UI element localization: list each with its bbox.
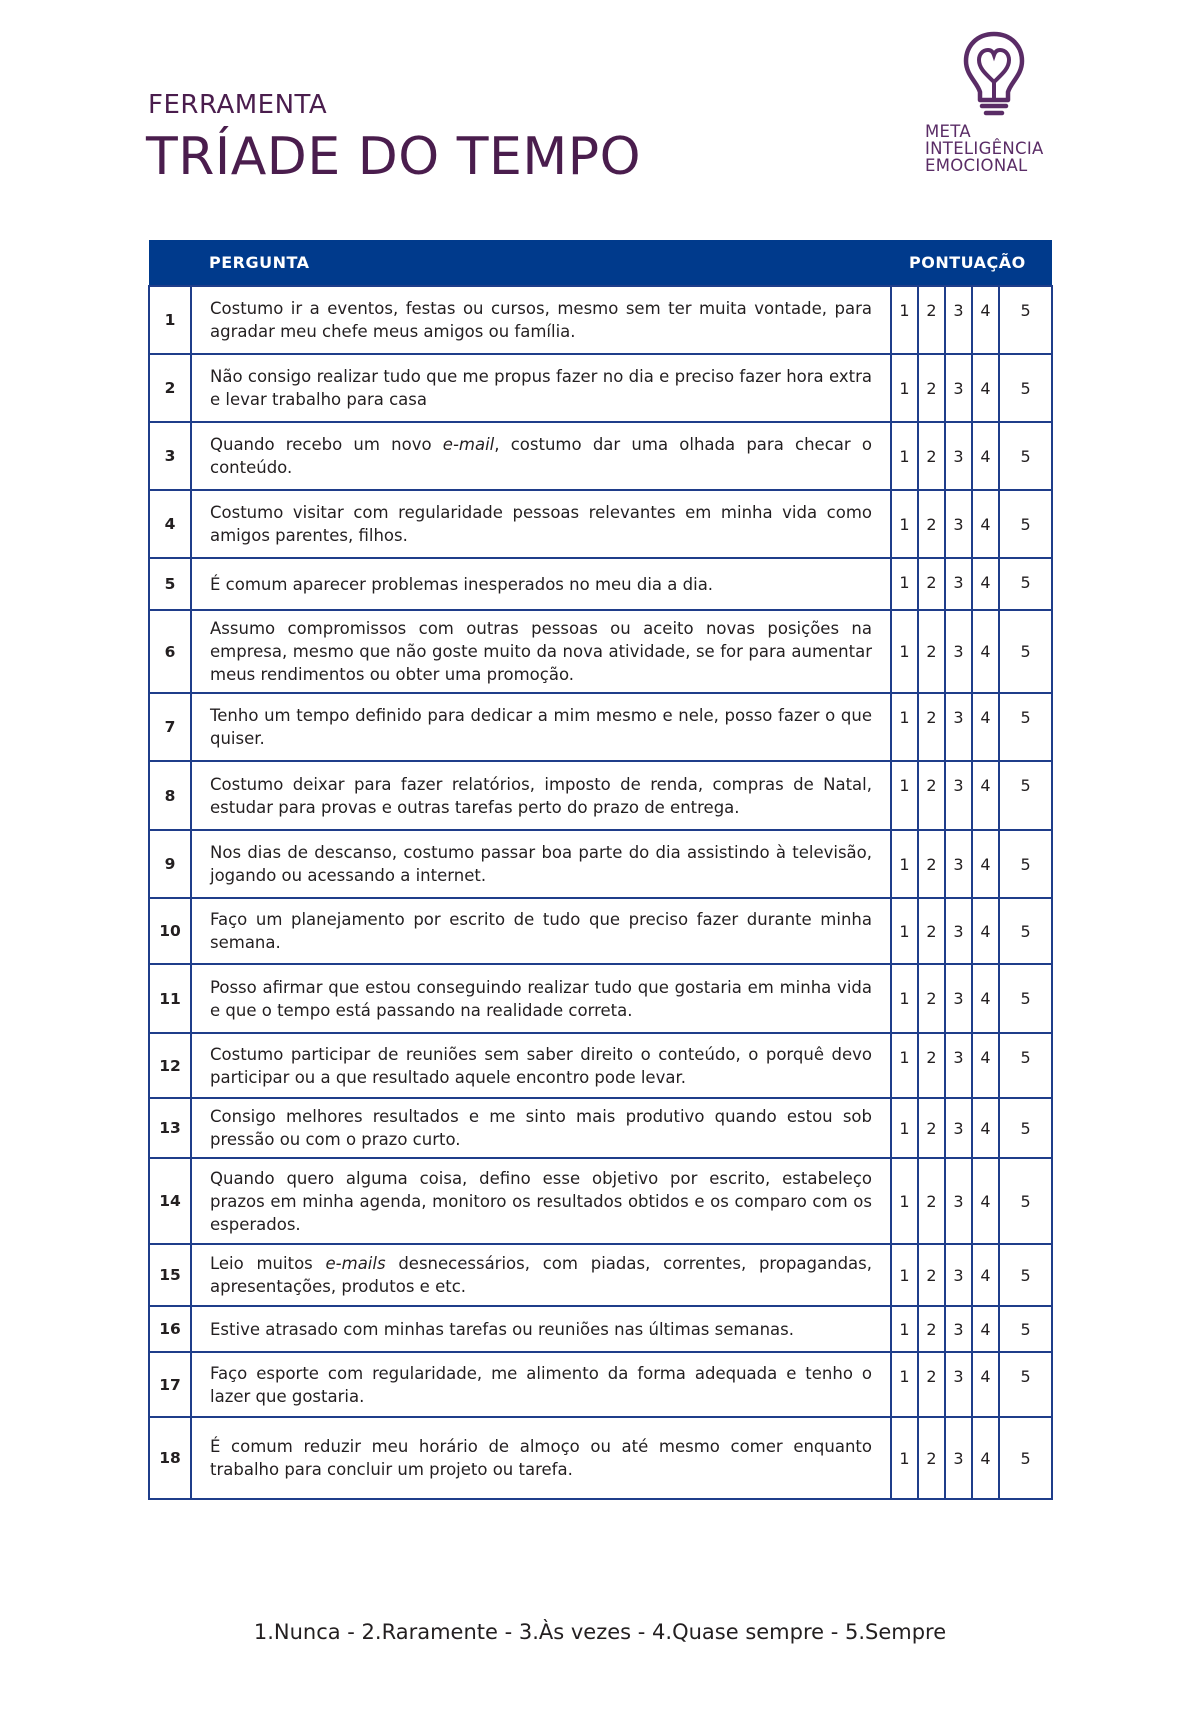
question-number: 5	[149, 558, 191, 610]
question-row	[149, 354, 1052, 422]
score-option-5[interactable]: 5	[999, 558, 1052, 610]
score-option-5[interactable]: 5	[999, 1098, 1052, 1158]
score-option-2[interactable]: 2	[918, 1352, 945, 1417]
score-option-1[interactable]: 1	[891, 898, 918, 964]
question-text: Faço um planejamento por escrito de tudo que preciso fazer durante minha semana.	[191, 898, 891, 964]
question-text: Costumo visitar com regularidade pessoas relevantes em minha vida como amigos parentes, filhos.	[191, 490, 891, 558]
score-option-1[interactable]: 1	[891, 354, 918, 422]
score-option-2[interactable]: 2	[918, 1098, 945, 1158]
questionnaire-body	[149, 286, 1052, 1499]
question-text: Estive atrasado com minhas tarefas ou reuniões nas últimas semanas.	[191, 1306, 891, 1352]
score-option-3[interactable]: 3	[945, 1352, 972, 1417]
score-option-4[interactable]: 4	[972, 422, 999, 490]
score-option-3[interactable]: 3	[945, 1033, 972, 1098]
score-option-3[interactable]: 3	[945, 693, 972, 761]
question-row	[149, 490, 1052, 558]
question-text: Faço esporte com regularidade, me alimento da forma adequada e tenho o lazer que gostaria.	[191, 1352, 891, 1417]
score-option-4[interactable]: 4	[972, 1352, 999, 1417]
question-text	[191, 422, 891, 490]
score-option-2[interactable]: 2	[918, 1033, 945, 1098]
questionnaire-table	[148, 240, 1053, 1500]
question-text: Quando quero alguma coisa, defino esse objetivo por escrito, estabeleço prazos em minha agenda, monitoro os resultados obtidos e os comparo com os esperados.	[191, 1158, 891, 1244]
question-row	[149, 1158, 1052, 1244]
score-option-4[interactable]: 4	[972, 964, 999, 1033]
score-option-1[interactable]: 1	[891, 286, 918, 354]
question-row	[149, 610, 1052, 693]
score-option-4[interactable]: 4	[972, 490, 999, 558]
score-option-1[interactable]: 1	[891, 1352, 918, 1417]
score-option-5[interactable]: 5	[999, 761, 1052, 830]
score-option-4[interactable]: 4	[972, 898, 999, 964]
score-option-1[interactable]: 1	[891, 1033, 918, 1098]
question-text: Costumo deixar para fazer relatórios, imposto de renda, compras de Natal, estudar para provas e outras tarefas perto do prazo de entrega.	[191, 761, 891, 830]
question-number: 16	[149, 1306, 191, 1352]
question-number: 6	[149, 610, 191, 693]
score-option-5[interactable]: 5	[999, 1352, 1052, 1417]
brand-line-2: INTELIGÊNCIA	[925, 139, 1044, 158]
score-option-4[interactable]: 4	[972, 1098, 999, 1158]
score-option-5[interactable]: 5	[999, 964, 1052, 1033]
score-option-4[interactable]: 4	[972, 286, 999, 354]
question-text: Assumo compromissos com outras pessoas ou aceito novas posições na empresa, mesmo que não goste muito da nova atividade, se for para aumentar meus rendimentos ou obter uma promoção.	[191, 610, 891, 693]
question-row	[149, 286, 1052, 354]
question-text: Posso afirmar que estou conseguindo realizar tudo que gostaria em minha vida e que o tempo está passando na realidade correta.	[191, 964, 891, 1033]
score-option-5[interactable]: 5	[999, 1033, 1052, 1098]
question-row	[149, 693, 1052, 761]
score-option-5[interactable]: 5	[999, 830, 1052, 898]
question-text-part: desnecessários, com piadas, correntes, propagandas, apresentações, produtos e etc.	[210, 1254, 873, 1296]
header-number-cell	[149, 240, 191, 286]
score-option-3[interactable]: 3	[945, 1098, 972, 1158]
question-text-part: Leio muitos	[210, 1254, 326, 1273]
score-option-3[interactable]: 3	[945, 558, 972, 610]
score-option-1[interactable]: 1	[891, 558, 918, 610]
question-row	[149, 1244, 1052, 1306]
question-row	[149, 1098, 1052, 1158]
score-option-1[interactable]: 1	[891, 693, 918, 761]
question-number: 10	[149, 898, 191, 964]
score-option-4[interactable]: 4	[972, 1244, 999, 1306]
question-text: Costumo ir a eventos, festas ou cursos, mesmo sem ter muita vontade, para agradar meu chefe meus amigos ou família.	[191, 286, 891, 354]
brand-name	[925, 123, 1044, 174]
header-score: PONTUAÇÃO	[891, 240, 1052, 286]
question-text	[191, 1244, 891, 1306]
score-option-1[interactable]: 1	[891, 1098, 918, 1158]
header-question: PERGUNTA	[191, 240, 891, 286]
scale-legend: 1.Nunca - 2.Raramente - 3.Às vezes - 4.Quase sempre - 5.Sempre	[253, 1620, 947, 1644]
score-option-2[interactable]: 2	[918, 1306, 945, 1352]
question-text: Não consigo realizar tudo que me propus fazer no dia e preciso fazer hora extra e levar trabalho para casa	[191, 354, 891, 422]
score-option-5[interactable]: 5	[999, 898, 1052, 964]
brand-logo	[925, 30, 1065, 190]
score-option-2[interactable]: 2	[918, 761, 945, 830]
question-row	[149, 1033, 1052, 1098]
question-number: 1	[149, 286, 191, 354]
question-number: 3	[149, 422, 191, 490]
score-option-3[interactable]: 3	[945, 1244, 972, 1306]
question-row	[149, 964, 1052, 1033]
score-option-4[interactable]: 4	[972, 1158, 999, 1244]
score-option-3[interactable]: 3	[945, 1417, 972, 1499]
score-option-4[interactable]: 4	[972, 761, 999, 830]
question-row	[149, 761, 1052, 830]
question-text-emphasis: e-mail	[442, 435, 495, 454]
question-number: 18	[149, 1417, 191, 1499]
question-row	[149, 830, 1052, 898]
score-option-4[interactable]: 4	[972, 1417, 999, 1499]
score-option-2[interactable]: 2	[918, 490, 945, 558]
question-number: 11	[149, 964, 191, 1033]
score-option-4[interactable]: 4	[972, 693, 999, 761]
question-text-part: Quando recebo um novo	[210, 435, 443, 454]
score-option-1[interactable]: 1	[891, 761, 918, 830]
score-option-1[interactable]: 1	[891, 1306, 918, 1352]
score-option-1[interactable]: 1	[891, 964, 918, 1033]
question-text-part: , costumo dar uma olhada para checar o conteúdo.	[210, 435, 872, 477]
score-option-4[interactable]: 4	[972, 1306, 999, 1352]
score-option-2[interactable]: 2	[918, 1158, 945, 1244]
score-option-4[interactable]: 4	[972, 558, 999, 610]
page-title: TRÍADE DO TEMPO	[146, 127, 641, 187]
question-row	[149, 1417, 1052, 1499]
question-number: 14	[149, 1158, 191, 1244]
question-row	[149, 558, 1052, 610]
score-option-5[interactable]: 5	[999, 610, 1052, 693]
score-option-3[interactable]: 3	[945, 1158, 972, 1244]
question-text: Nos dias de descanso, costumo passar boa parte do dia assistindo à televisão, jogando ou acessando a internet.	[191, 830, 891, 898]
score-option-1[interactable]: 1	[891, 1244, 918, 1306]
score-option-5[interactable]: 5	[999, 490, 1052, 558]
score-option-5[interactable]: 5	[999, 286, 1052, 354]
score-option-3[interactable]: 3	[945, 354, 972, 422]
score-option-3[interactable]: 3	[945, 830, 972, 898]
score-option-2[interactable]: 2	[918, 1417, 945, 1499]
score-option-4[interactable]: 4	[972, 830, 999, 898]
question-row	[149, 1306, 1052, 1352]
score-option-1[interactable]: 1	[891, 1417, 918, 1499]
score-option-5[interactable]: 5	[999, 354, 1052, 422]
question-number: 13	[149, 1098, 191, 1158]
table-header-row	[149, 240, 1052, 286]
score-option-2[interactable]: 2	[918, 830, 945, 898]
question-number: 12	[149, 1033, 191, 1098]
question-row	[149, 422, 1052, 490]
question-number: 7	[149, 693, 191, 761]
question-text: Costumo participar de reuniões sem saber direito o conteúdo, o porquê devo participar ou a que resultado aquele encontro pode levar.	[191, 1033, 891, 1098]
score-option-5[interactable]: 5	[999, 422, 1052, 490]
score-option-5[interactable]: 5	[999, 1417, 1052, 1499]
score-option-5[interactable]: 5	[999, 693, 1052, 761]
score-option-2[interactable]: 2	[918, 558, 945, 610]
score-option-3[interactable]: 3	[945, 898, 972, 964]
question-text: Consigo melhores resultados e me sinto mais produtivo quando estou sob pressão ou com o prazo curto.	[191, 1098, 891, 1158]
question-text: É comum reduzir meu horário de almoço ou até mesmo comer enquanto trabalho para concluir um projeto ou tarefa.	[191, 1417, 891, 1499]
score-option-1[interactable]: 1	[891, 422, 918, 490]
score-option-2[interactable]: 2	[918, 964, 945, 1033]
score-option-1[interactable]: 1	[891, 610, 918, 693]
question-number: 9	[149, 830, 191, 898]
score-option-3[interactable]: 3	[945, 490, 972, 558]
question-number: 2	[149, 354, 191, 422]
score-option-1[interactable]: 1	[891, 830, 918, 898]
brand-line-3: EMOCIONAL	[925, 156, 1028, 175]
score-option-2[interactable]: 2	[918, 354, 945, 422]
score-option-5[interactable]: 5	[999, 1158, 1052, 1244]
score-option-2[interactable]: 2	[918, 286, 945, 354]
score-option-2[interactable]: 2	[918, 693, 945, 761]
score-option-4[interactable]: 4	[972, 1033, 999, 1098]
question-number: 8	[149, 761, 191, 830]
score-option-3[interactable]: 3	[945, 761, 972, 830]
question-text: É comum aparecer problemas inesperados no meu dia a dia.	[191, 558, 891, 610]
question-row	[149, 1352, 1052, 1417]
question-text: Tenho um tempo definido para dedicar a mim mesmo e nele, posso fazer o que quiser.	[191, 693, 891, 761]
heart-lightbulb-icon	[963, 30, 1025, 116]
score-option-3[interactable]: 3	[945, 964, 972, 1033]
score-option-1[interactable]: 1	[891, 490, 918, 558]
score-option-5[interactable]: 5	[999, 1306, 1052, 1352]
question-number: 4	[149, 490, 191, 558]
score-option-1[interactable]: 1	[891, 1158, 918, 1244]
question-number: 15	[149, 1244, 191, 1306]
score-option-2[interactable]: 2	[918, 422, 945, 490]
score-option-2[interactable]: 2	[918, 1244, 945, 1306]
question-number: 17	[149, 1352, 191, 1417]
brand-line-1: META	[925, 122, 971, 141]
score-option-3[interactable]: 3	[945, 422, 972, 490]
score-option-2[interactable]: 2	[918, 898, 945, 964]
score-option-4[interactable]: 4	[972, 610, 999, 693]
score-option-2[interactable]: 2	[918, 610, 945, 693]
score-option-3[interactable]: 3	[945, 610, 972, 693]
tool-kicker: FERRAMENTA	[148, 90, 328, 120]
question-text-emphasis: e-mails	[325, 1254, 386, 1273]
score-option-4[interactable]: 4	[972, 354, 999, 422]
question-row	[149, 898, 1052, 964]
score-option-3[interactable]: 3	[945, 1306, 972, 1352]
score-option-5[interactable]: 5	[999, 1244, 1052, 1306]
score-option-3[interactable]: 3	[945, 286, 972, 354]
